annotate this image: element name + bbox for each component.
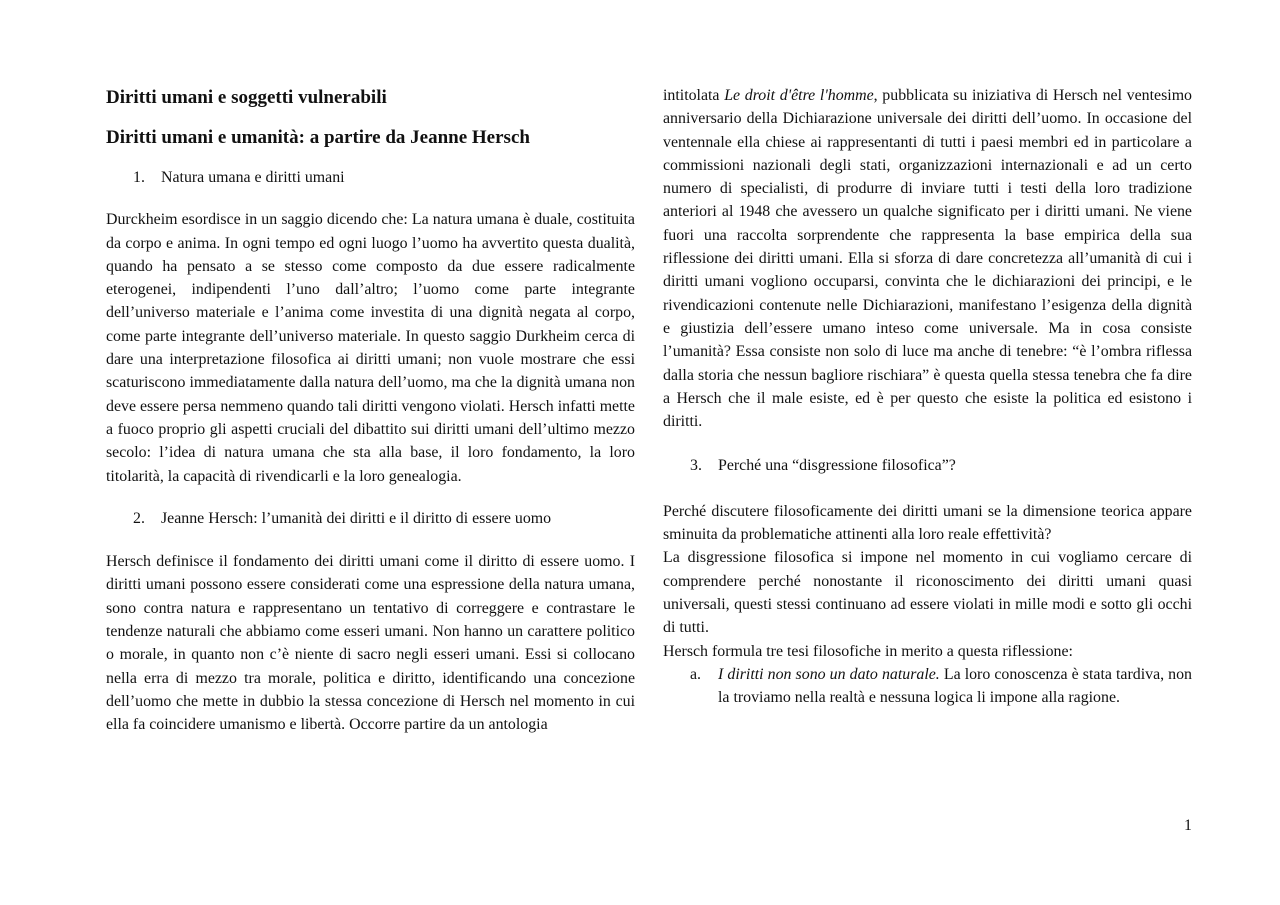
paragraph-3	[663, 84, 1192, 433]
section-title: Jeanne Hersch: l’umanità dei diritti e il diritto di essere uomo	[161, 509, 552, 527]
list-italic: I diritti non sono un dato naturale.	[718, 665, 940, 683]
paragraph-3-prefix: intitolata	[663, 87, 725, 104]
section-title: Perché una “disgressione filosofica”?	[718, 457, 956, 475]
paragraph-6: Hersch formula tre tesi filosofiche in merito a questa riflessione:	[663, 642, 1073, 660]
section-number: 3.	[690, 457, 702, 475]
document-subtitle: Diritti umani e umanità: a partire da Jeanne Hersch	[106, 127, 530, 148]
right-column	[663, 84, 1192, 709]
section-heading-1	[106, 166, 635, 189]
left-column	[106, 84, 635, 737]
section-title: Natura umana e diritti umani	[161, 169, 345, 186]
page-number: 1	[1184, 817, 1192, 834]
section-number: 1.	[133, 169, 145, 186]
book-title: Le droit d'être l'homme	[724, 87, 874, 104]
paragraph-5: La disgressione filosofica si impone nel momento in cui vogliamo cercare di comprendere perché nonostante il riconoscimento dei diritti umani quasi universali, questi stessi continuano ad essere violati in mille modi e sotto gli occhi di tutti.	[663, 549, 1192, 637]
list-letter: a.	[690, 665, 702, 683]
list-item	[663, 663, 1192, 710]
section-number: 2.	[133, 509, 145, 527]
paragraph-2: Hersch definisce il fondamento dei diritti umani come il diritto di essere uomo. I diritti umani possono essere considerati come una espressione della natura umana, sono contra natura e rappresentano un tentativo di correggere e contrastare le tendenze naturali che abbiamo come esseri umani. Non hanno un carattere politico o morale, in quanto non c’è niente di sacro negli esseri umani. Essi si collocano nella erra di mezzo tra morale, politica e diritto, identificando una concezione dell’uomo che mette in dubbio la stessa concezione di Hersch nel momento in cui ella fa coincidere umanismo e libertà. Occorre partire da un antologia	[106, 553, 635, 734]
document-title: Diritti umani e soggetti vulnerabili	[106, 87, 387, 108]
paragraph-1: Durckheim esordisce in un saggio dicendo che: La natura umana è duale, costituita da corpo e anima. In ogni tempo ed ogni luogo l’uomo ha avvertito questa dualità, quando ha pensato a se stesso come composto da due essere radicalmente eterogenei, indipendenti l’uno dall’altro; l’uomo come parte integrante dell’universo materiale e l’anima come investita di una dignità negata al corpo, come parte integrante dell’universo materiale. In questo saggio Durkheim cerca di dare una interpretazione filosofica ai diritti umani; non vuole mostrare che essi scaturiscono immediatamente dalla natura dell’uomo, ma che la dignità umana non deve essere persa nemmeno quando tali diritti vengono violati. Hersch infatti mette a fuoco proprio gli aspetti cruciali del dibattito sui diritti umani dell’ultimo mezzo secolo: l’idea di natura umana che sta alla base, il loro fondamento, la loro titolarità, la capacità di rivendicarli e la loro genealogia.	[106, 211, 635, 485]
list-text	[718, 663, 1192, 710]
list-rest: La loro conoscenza è stata tardiva, non la troviamo nella realtà e nessuna logica li impone alla ragione.	[718, 665, 1193, 707]
paragraph-4: Perché discutere filosoficamente dei diritti umani se la dimensione teorica appare sminuita da problematiche attinenti alla loro reale effettività?	[663, 502, 1192, 544]
section-heading-2	[106, 507, 635, 530]
section-heading-3	[663, 454, 1192, 477]
paragraph-3-rest: , pubblicata su iniziativa di Hersch nel ventesimo anniversario della Dichiarazione universale dei diritti dell’uomo. In occasione del ventennale ella chiese ai rappresentanti di tutti i paesi membri ed in particolare a commissioni nazionali degli stati, organizzazioni internazionali e ad un certo numero di specialisti, di produrre di inviare tutti i testi della loro tradizione anteriori al 1948 che avessero un qualche significato per i diritti umani. Ne viene fuori una raccolta sorprendente che rappresenta la base empirica della sua riflessione dei diritti umani. Ella si sforza di dare concretezza all’umanità di cui i diritti umani vogliono occuparsi, convinta che le dichiarazioni dei principi, e le rivendicazioni contenute nelle Dichiarazioni, manifestano l’esigenza della dignità e giustizia dell’essere umano inteso come universale. Ma in cosa consiste l’umanità? Essa consiste non solo di luce ma anche di tenebre: “è l’ombra riflessa dalla storia che nessun bagliore rischiara” è questa quella stessa tenebra che fa dire a Hersch che il male esiste, ed è per questo che esiste la politica ed esistono i diritti.	[663, 87, 1192, 431]
